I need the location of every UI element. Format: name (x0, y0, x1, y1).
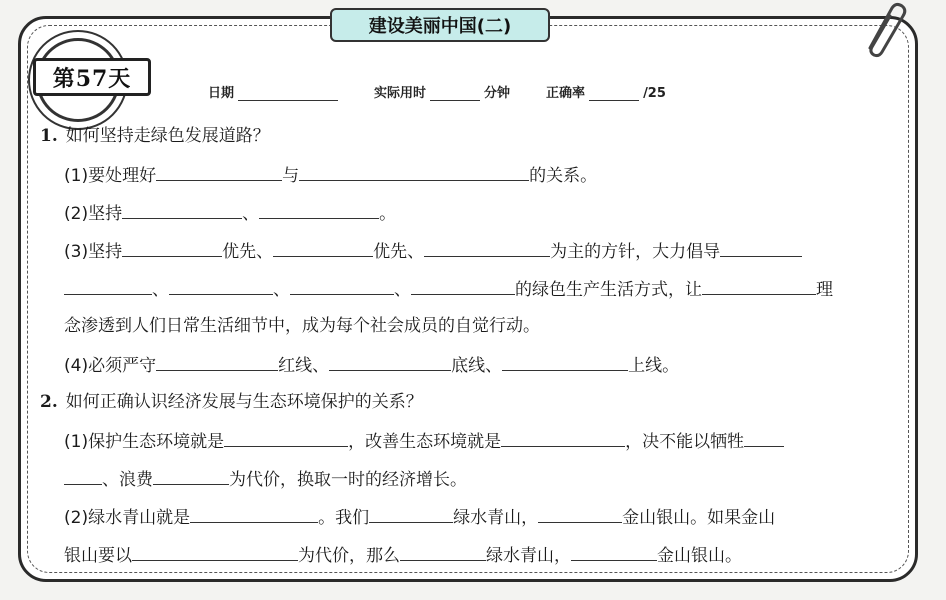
answer-blank[interactable] (400, 542, 486, 561)
text: 理 (816, 280, 833, 300)
text: 念渗透到人们日常生活细节中，成为每个社会成员的自觉行动。 (64, 316, 540, 336)
answer-blank[interactable] (411, 276, 515, 295)
answer-blank[interactable] (190, 504, 318, 523)
text: 、 (242, 204, 260, 224)
answer-blank[interactable] (369, 504, 453, 523)
answer-blank[interactable] (424, 238, 550, 257)
page-title: 建设美丽中国(二) (330, 8, 550, 42)
answer-blank[interactable] (702, 276, 816, 295)
text: 的关系。 (529, 166, 598, 186)
text: 的绿色生产生活方式，让 (515, 280, 702, 300)
time-field[interactable] (430, 86, 480, 101)
paperclip-icon (858, 0, 908, 60)
answer-blank[interactable] (132, 542, 298, 561)
accuracy-label: 正确率 (546, 86, 586, 101)
text: ，决不能以牺牲 (625, 432, 745, 452)
text: 为主的方针，大力倡导 (550, 242, 721, 262)
question-text: 如何坚持走绿色发展道路？ (65, 126, 270, 146)
date-field[interactable] (238, 86, 338, 101)
answer-blank[interactable] (720, 238, 802, 257)
q2-item-1 (64, 428, 784, 454)
accuracy-field[interactable] (589, 86, 639, 101)
question-2 (40, 390, 423, 414)
text: 、浪费 (102, 470, 153, 490)
answer-blank[interactable] (169, 276, 273, 295)
answer-blank[interactable] (571, 542, 657, 561)
answer-blank[interactable] (502, 352, 628, 371)
answer-blank[interactable] (501, 428, 625, 447)
q1-item-3 (64, 238, 802, 264)
text: ，改善生态环境就是 (348, 432, 502, 452)
answer-blank[interactable] (156, 352, 278, 371)
text: 银山要以 (64, 546, 132, 566)
answer-blank[interactable] (224, 428, 348, 447)
text: 上线。 (628, 356, 680, 376)
date-label: 日期 (208, 86, 235, 101)
accuracy-total: /25 (643, 86, 666, 101)
text: (1)要处理好 (64, 166, 157, 186)
q2-item-1-cont (64, 466, 467, 492)
question-text: 如何正确认识经济发展与生态环境保护的关系？ (65, 392, 423, 412)
q1-item-2 (64, 200, 396, 226)
time-label: 实际用时 (374, 86, 427, 101)
time-unit: 分钟 (484, 86, 511, 101)
q1-item-3-cont2 (64, 314, 540, 338)
text: 红线、 (278, 356, 330, 376)
question-number: 1. (40, 126, 58, 146)
text: (3)坚持 (64, 242, 123, 262)
question-number: 2. (40, 392, 58, 412)
answer-blank[interactable] (329, 352, 451, 371)
day-label: 第57天 (33, 58, 151, 96)
text: 与 (282, 166, 300, 186)
answer-blank[interactable] (744, 428, 784, 447)
q1-item-3-cont (64, 276, 833, 302)
text: (2)绿水青山就是 (64, 508, 191, 528)
text: 绿水青山， (453, 508, 539, 528)
q1-item-4 (64, 352, 679, 378)
text: (4)必须严守 (64, 356, 157, 376)
answer-blank[interactable] (538, 504, 622, 523)
answer-blank[interactable] (153, 466, 229, 485)
text: 金山银山。如果金山 (622, 508, 776, 528)
text: 、 (394, 280, 411, 300)
text: 为代价，那么 (298, 546, 400, 566)
text: 金山银山。 (657, 546, 742, 566)
text: (1)保护生态环境就是 (64, 432, 225, 452)
text: 优先、 (373, 242, 425, 262)
info-row (208, 82, 666, 101)
answer-blank[interactable] (64, 466, 102, 485)
answer-blank[interactable] (122, 200, 242, 219)
q1-item-1 (64, 162, 597, 188)
answer-blank[interactable] (273, 238, 373, 257)
question-1 (40, 124, 270, 148)
answer-blank[interactable] (64, 276, 152, 295)
text: 。我们 (318, 508, 370, 528)
text: 为代价，换取一时的经济增长。 (229, 470, 467, 490)
text: (2)坚持 (64, 204, 123, 224)
answer-blank[interactable] (299, 162, 529, 181)
answer-blank[interactable] (156, 162, 282, 181)
text: 绿水青山， (486, 546, 571, 566)
q2-item-2 (64, 504, 775, 530)
q2-item-2-cont (64, 542, 742, 568)
answer-blank[interactable] (122, 238, 222, 257)
text: 、 (152, 280, 169, 300)
text: 底线、 (451, 356, 503, 376)
text: 优先、 (222, 242, 274, 262)
answer-blank[interactable] (290, 276, 394, 295)
answer-blank[interactable] (259, 200, 379, 219)
text: 、 (273, 280, 290, 300)
text: 。 (379, 204, 397, 224)
